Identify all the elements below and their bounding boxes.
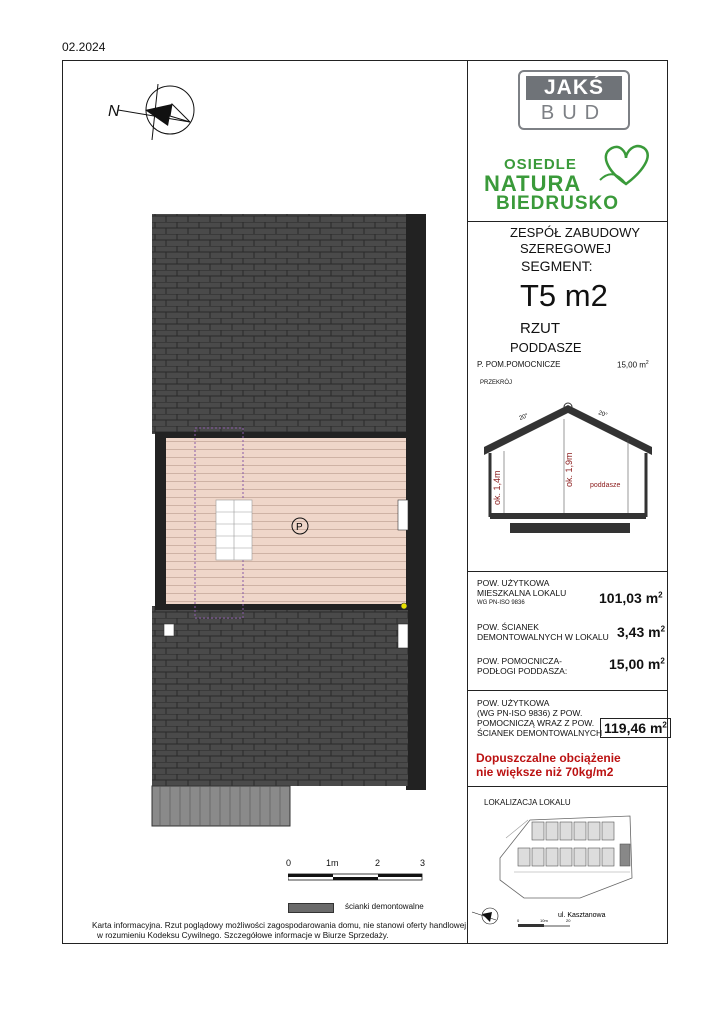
porch-roof — [152, 786, 290, 826]
document-date: 02.2024 — [62, 40, 106, 54]
footer-line1: Karta informacyjna. Rzut poglądowy możliwości zagospodarowania domu, nie stanowi oferty handlowej — [92, 921, 467, 930]
section-angle-left: 20° — [518, 413, 530, 422]
footer-line2: w rozumieniu Kodeksu Cywilnego. Szczegółowe informacje w Biurze Sprzedaży. — [97, 931, 389, 940]
area-row-1-label: POW. UŻYTKOWA MIESZKALNA LOKALU WG PN-ISO 9836 — [477, 578, 567, 606]
logo-natura: NATURA — [484, 171, 582, 196]
legend-label: ścianki demontowalne — [345, 902, 424, 911]
scale-tick-1: 1m — [326, 858, 339, 868]
section-height-2: ok. 1,9m — [564, 452, 574, 487]
aux-room-label: P. POM.POMOCNICZE — [477, 360, 561, 369]
complex-title-line2: SZEREGOWEJ — [520, 241, 612, 256]
roof-lower — [152, 606, 408, 786]
location-scale-20: 20 — [566, 918, 571, 923]
legend-swatch — [288, 903, 334, 913]
logo-osiedle: OSIEDLE — [504, 156, 577, 173]
location-map — [470, 808, 666, 940]
osiedle-natura-logo — [480, 140, 665, 218]
aux-room-area: 15,00 $m^2$ — [617, 360, 649, 370]
total-area-value: 119,46 $m^2$ — [600, 718, 671, 738]
section-height-1: ok. 1,4m — [492, 470, 502, 505]
info-panel-divider — [467, 60, 468, 944]
segment-name: T5 m2 — [520, 278, 608, 313]
chimney-icon — [164, 624, 174, 636]
section-label: PRZEKRÓJ — [480, 380, 513, 386]
leaf-heart-icon — [596, 140, 656, 190]
load-warning: Dopuszczalne obciążenie nie większe niż 70kg/m2 — [476, 751, 621, 779]
svg-text:N: N — [108, 103, 120, 120]
location-scale-10: 10m — [540, 918, 548, 923]
attic-room-floor — [166, 438, 406, 604]
scale-bar — [288, 872, 428, 882]
segment-label: SEGMENT: — [521, 258, 593, 274]
plan-label: RZUT — [520, 320, 560, 337]
scale-tick-3: 3 — [420, 858, 426, 868]
roof-window-icon-2 — [398, 624, 408, 648]
room-marker: P — [296, 522, 303, 533]
roof-upper — [152, 214, 408, 434]
area-row-1-value: 101,03 $m^2$ — [599, 590, 663, 606]
floor-label: PODDASZE — [510, 340, 582, 355]
scale-tick-0: 0 — [286, 858, 292, 868]
section-room-label: poddasze — [590, 482, 621, 489]
location-scale-0: 0 — [517, 918, 520, 923]
location-title: LOKALIZACJA LOKALU — [484, 798, 571, 807]
location-north-icon — [472, 908, 498, 924]
area-row-3-label: POW. POMOCNICZA- PODŁOGI PODDASZA: — [477, 656, 568, 676]
divider-logo — [467, 221, 668, 222]
street-name: ul. Kasztanowa — [558, 912, 606, 919]
scale-tick-2: 2 — [375, 858, 381, 868]
jaks-bud-logo — [518, 70, 630, 130]
bud-logo-text: BUD — [540, 102, 608, 124]
divider-warning — [467, 786, 668, 787]
section-drawing — [480, 395, 660, 545]
total-area-label: POW. UŻYTKOWA (WG PN-ISO 9836) Z POW. POMOCNICZĄ WRAZ Z POW. ŚCIANEK DEMONTOWALNYCH — [477, 698, 603, 738]
divider-section — [467, 571, 668, 572]
area-row-2-label: POW. ŚCIANEK DEMONTOWALNYCH W LOKALU — [477, 622, 609, 642]
area-row-3-value: 15,00 $m^2$ — [609, 656, 665, 672]
north-arrow-icon — [100, 80, 200, 150]
logo-biedrusko: BIEDRUSKO — [496, 193, 620, 214]
area-row-2-value: 3,43 $m^2$ — [617, 624, 666, 640]
attic-floor-plan — [150, 210, 430, 830]
jaks-logo-text: JAKŚ — [526, 76, 622, 100]
divider-areas — [467, 690, 668, 691]
section-angle-right: 20° — [597, 410, 608, 419]
complex-title-line1: ZESPÓŁ ZABUDOWY — [510, 225, 641, 240]
roof-window-icon — [398, 500, 408, 530]
